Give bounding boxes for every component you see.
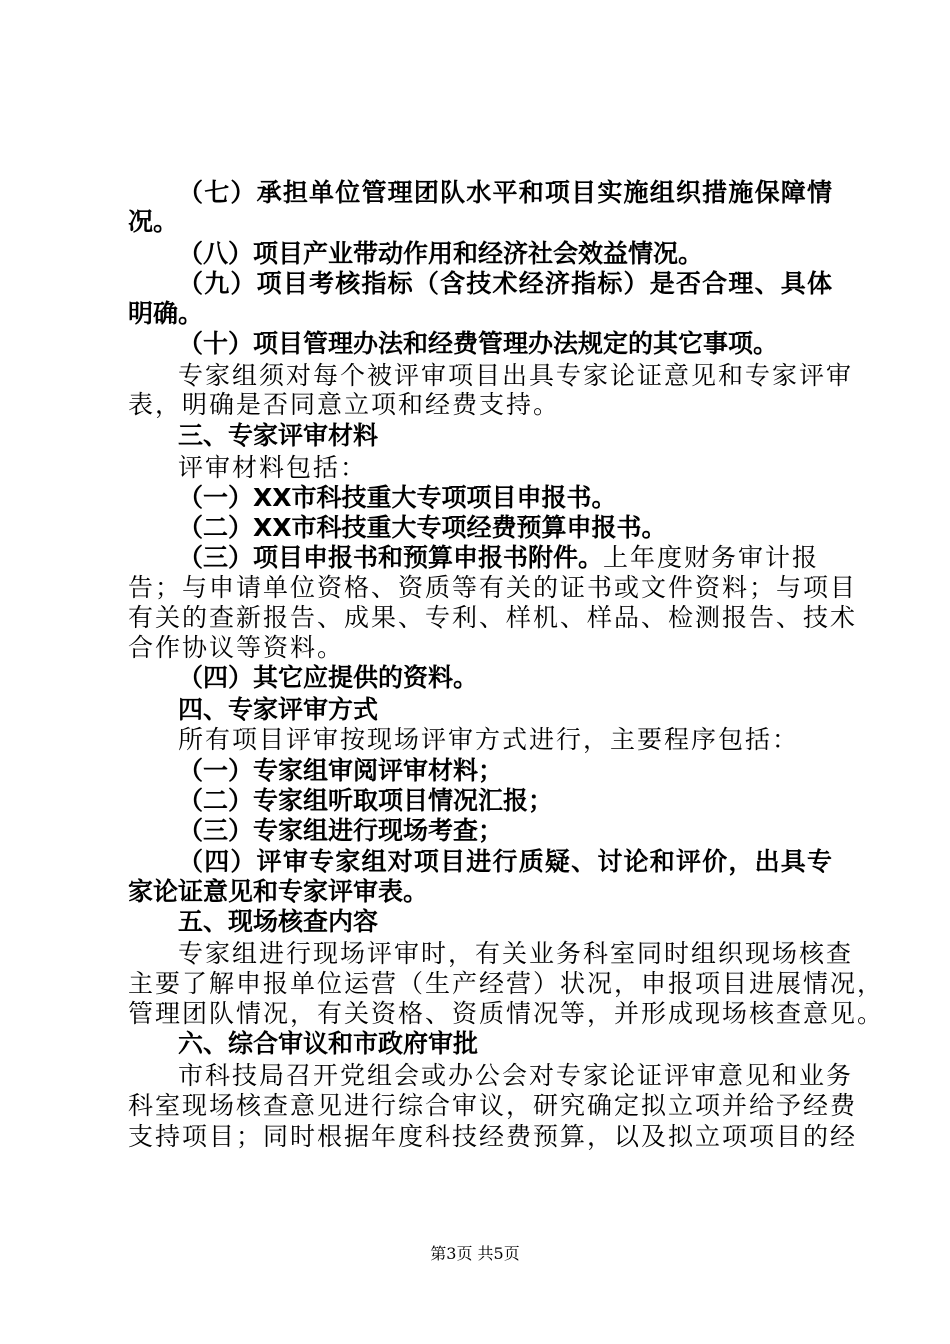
text-line: （四）其它应提供的资料。 — [178, 663, 479, 692]
text-line: （七）承担单位管理团队水平和项目实施组织措施保障情 — [178, 178, 832, 207]
text-line: 合作协议等资料。 — [128, 633, 345, 662]
text-line: 况。 — [128, 207, 179, 236]
text-line: 主要了解申报单位运营（生产经营）状况，申报项目进展情况， — [128, 969, 885, 998]
text-line: 有关的查新报告、成果、专利、样机、样品、检测报告、技术 — [128, 603, 858, 632]
text-line: 专家组进行现场评审时，有关业务科室同时组织现场核查 — [178, 939, 854, 968]
text-line: （四）评审专家组对项目进行质疑、讨论和评价，出具专 — [178, 847, 832, 876]
text-line: 科室现场核查意见进行综合审议，研究确定拟立项并给予经费 — [128, 1091, 858, 1120]
text-line: 市科技局召开党组会或办公会对专家论证评审意见和业务 — [178, 1061, 854, 1090]
text-line: 明确。 — [128, 299, 204, 328]
text-line: （一）XX市科技重大专项项目申报书。 — [178, 483, 617, 512]
text-segment-light: 上年度财务审计报 — [603, 543, 820, 572]
text-line: （九）项目考核指标（含技术经济指标）是否合理、具体 — [178, 269, 832, 298]
text-line: 专家组须对每个被评审项目出具专家论证意见和专家评审 — [178, 361, 854, 390]
text-line: 家论证意见和专家评审表。 — [128, 877, 429, 906]
text-line: 表，明确是否同意立项和经费支持。 — [128, 390, 561, 419]
page-footer: 第3页 共5页 — [430, 1244, 520, 1263]
text-line: （三）专家组进行现场考查； — [178, 816, 504, 845]
text-line: （二）专家组听取项目情况汇报； — [178, 786, 554, 815]
section-heading: 五、现场核查内容 — [178, 907, 379, 936]
text-line: 管理团队情况，有关资格、资质情况等，并形成现场核查意见。 — [128, 999, 885, 1028]
section-heading: 六、综合审议和市政府审批 — [178, 1029, 479, 1058]
text-line: 支持项目；同时根据年度科技经费预算，以及拟立项项目的经 — [128, 1122, 858, 1151]
text-line: 所有项目评审按现场评审方式进行，主要程序包括： — [178, 725, 800, 754]
text-line: 评审材料包括： — [178, 453, 368, 482]
text-line: （二）XX市科技重大专项经费预算申报书。 — [178, 513, 667, 542]
text-segment-bold: （三）项目申报书和预算申报书附件。 — [178, 543, 604, 572]
text-line: 告；与申请单位资格、资质等有关的证书或文件资料；与项目 — [128, 573, 858, 602]
section-heading: 三、专家评审材料 — [178, 421, 379, 450]
text-line: （一）专家组审阅评审材料； — [178, 756, 504, 785]
section-heading: 四、专家评审方式 — [178, 695, 379, 724]
text-line — [178, 542, 819, 574]
text-line: （八）项目产业带动作用和经济社会效益情况。 — [178, 239, 704, 268]
text-line: （十）项目管理办法和经费管理办法规定的其它事项。 — [178, 329, 779, 358]
